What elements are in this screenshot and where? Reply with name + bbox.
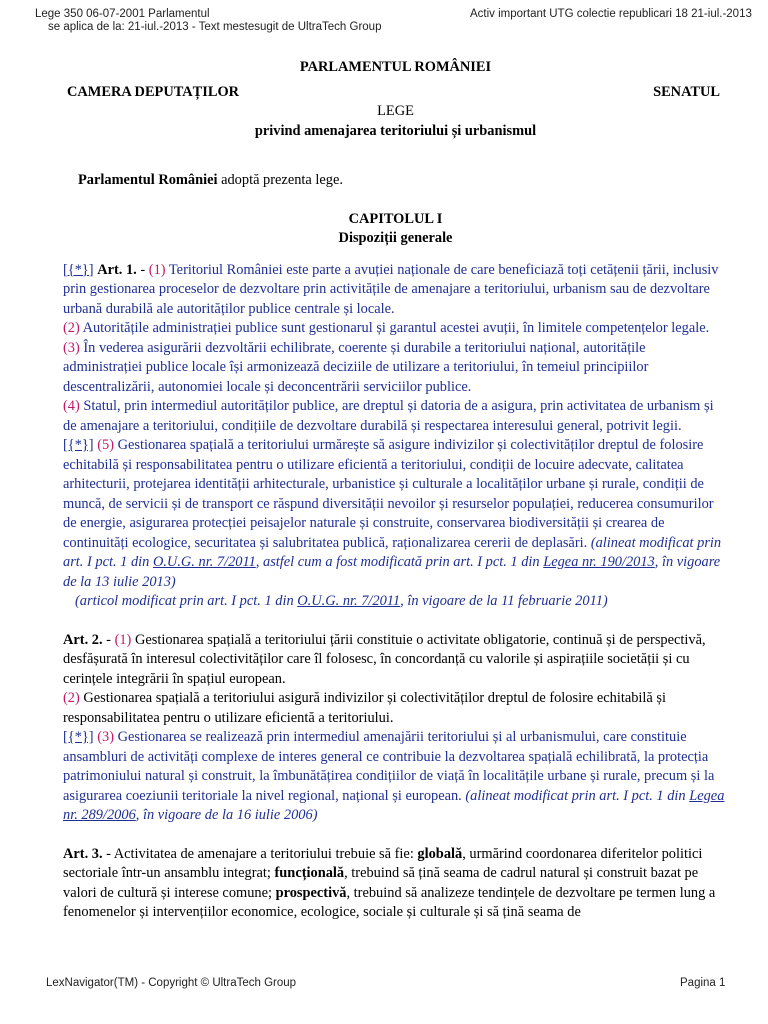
art3-label: Art. 3. — [63, 845, 103, 862]
article-1 — [63, 261, 728, 612]
art1-history-link[interactable]: [{*}] — [63, 261, 94, 278]
art1-para2: (2) Autoritățile administrației publice sunt gestionarul și garantul acestei avuții, în limitele competențelor legale. — [63, 320, 710, 336]
footer-page-number: Pagina 1 — [680, 977, 726, 989]
chapter-title: Dispoziții generale — [338, 230, 453, 246]
legea-190-2013-link[interactable]: Legea nr. 190/2013 — [543, 554, 655, 570]
art2-para2: (2) Gestionarea spațială a teritoriului asigură indivizilor și colectivităților dreptul de folosire echitabilă și responsabilitatea pentru o utilizare eficientă a teritoriului. — [63, 690, 667, 726]
art2-para1: Art. 2. - (1) Gestionarea spațială a teritoriului țării constituie o activitate obligatorie, continuă și de perspectivă, desfășurată în interesul colectivităților care îl folosesc, în concordanță cu valorile și aspirațiile societății și cu cerințele integrării în spațiul european. — [63, 631, 706, 687]
chambers-row — [63, 83, 728, 103]
law-subject: privind amenajarea teritoriului și urbanismul — [254, 122, 537, 139]
art1-para3: (3) În vederea asigurării dezvoltării echilibrate, coerente și durabile a teritoriului național, autoritățile administrației publice locale își armonizează deciziile de utilizare a teritoriului, în temeiul principiilor descentralizării, autonomiei locale și deconcentrării serviciilor publice. — [63, 339, 649, 395]
chapter-number: CAPITOLUL I — [348, 210, 443, 227]
header-applicability: se aplica de la: 21-iul.-2013 - Text mestesugit de UltraTech Group — [48, 21, 382, 33]
art3-para1: Art. 3. - Activitatea de amenajare a teritoriului trebuie să fie: globală, urmărind coordonarea diferitelor politici sectoriale într-un ansamblu integrat; funcțională, trebuind să țină seama de cadrul natural și construit bazat pe valori de cultură și interese comune; prospectivă, trebuind să analizeze tendințele de dezvoltare pe termen lung a fenomenelor și intervențiilor economice, ecologice, sociale și culturale și să țină seama de — [63, 845, 716, 920]
art2-p3-amendment-note: (alineat modificat prin art. I pct. 1 din Legea nr. 289/2006, în vigoare de la 16 iulie 2006) — [63, 787, 725, 823]
art1-amendment-note: (articol modificat prin art. I pct. 1 din O.U.G. nr. 7/2011, în vigoare de la 11 februarie 2011) — [75, 593, 608, 609]
oug-7-2011-link-2[interactable]: O.U.G. nr. 7/2011 — [297, 593, 401, 609]
oug-7-2011-link[interactable]: O.U.G. nr. 7/2011 — [152, 554, 256, 570]
art1-label: Art. 1. — [97, 261, 137, 278]
footer-copyright: LexNavigator(TM) - Copyright © UltraTech Group — [46, 977, 297, 989]
adoption-formula: Parlamentul României adoptă prezenta lege. — [78, 172, 343, 188]
header-law-id: Lege 350 06-07-2001 Parlamentul — [35, 8, 210, 20]
art2-para3: [{*}] (3) Gestionarea se realizează prin intermediul amenajării teritoriului și al urbanismului, care constituie ansambluri de activități complexe de interes general ce contribuie la dezvoltarea spațială echilibrată, la protecția patrimoniului natural și construit, la îmbunătățirea condițiilor de viață în localitățile urbane și rurale, precum și la asigurarea coeziunii teritoriale la nivel regional, național și european. (alineat modificat prin art. I pct. 1 din Legea nr. 289/2006, în vigoare de la 16 iulie 2006) — [63, 729, 725, 823]
art2-p3-history-link[interactable]: [{*}] — [63, 729, 94, 745]
art1-para5: [{*}] (5) Gestionarea spațială a teritoriului urmărește să asigure indivizilor și colectivităților dreptul de folosire echitabilă și responsabilitatea pentru o utilizare eficientă a teritoriului, condiții de locuire adecvate, calitatea arhitecturii, protejarea identității arhitecturale, urbanistice și culturale a localităților urbane și rurale, condiții de muncă, de servicii și de transport ce răspund diversității nevoilor și resurselor populației, reducerea consumurilor de energie, asigurarea protecției peisajelor naturale și construite, conservarea biodiversității și crearea de continuități ecologice, securitatea și salubritatea publică, raționalizarea cererii de deplasări. (alineat modificat prin art. I pct. 1 din O.U.G. nr. 7/2011, astfel cum a fost modificată prin art. I pct. 1 din Legea nr. 190/2013, în vigoare de la 13 iulie 2013) — [63, 437, 722, 590]
article-2 — [63, 631, 728, 826]
art2-label: Art. 2. — [63, 631, 103, 648]
legea-289-2006-link[interactable]: Legea nr. 289/2006 — [63, 787, 725, 823]
art1-p5-history-link[interactable]: [{*}] — [63, 437, 94, 453]
header-collection: Activ important UTG colectie republicari 18 21-iul.-2013 — [470, 8, 752, 20]
art1-para1: [{*}] Art. 1. - (1) Teritoriul României este parte a avuției naționale de care beneficiază toți cetățenii țării, inclusiv prin gestionarea proceselor de dezvoltare prin activitățile de amenajare a teritoriului, urbanism sau de dezvoltare urbană durabilă ale autorităților publice centrale și locale. — [63, 261, 719, 317]
adoption-subject: Parlamentul României — [78, 172, 218, 188]
article-3 — [63, 845, 728, 923]
parliament-title: PARLAMENTUL ROMÂNIEI — [299, 59, 492, 75]
page-header-left — [35, 8, 381, 34]
art1-para4: (4) Statul, prin intermediul autorităților publice, are dreptul și datoria de a asigura, prin activitatea de urbanism și de amenajare a teritoriului, condițiile de dezvoltare durabilă și respectarea interesului general, potrivit legii. — [63, 398, 714, 434]
art1-p5-amendment-note: (alineat modificat prin art. I pct. 1 din O.U.G. nr. 7/2011, astfel cum a fost modificată prin art. I pct. 1 din Legea nr. 190/2013, în vigoare de la 13 iulie 2013) — [63, 534, 722, 590]
law-label: LEGE — [377, 103, 414, 119]
chamber-deputies: CAMERA DEPUTAȚILOR — [67, 83, 240, 100]
document-body — [63, 58, 728, 923]
senate: SENATUL — [653, 83, 720, 100]
